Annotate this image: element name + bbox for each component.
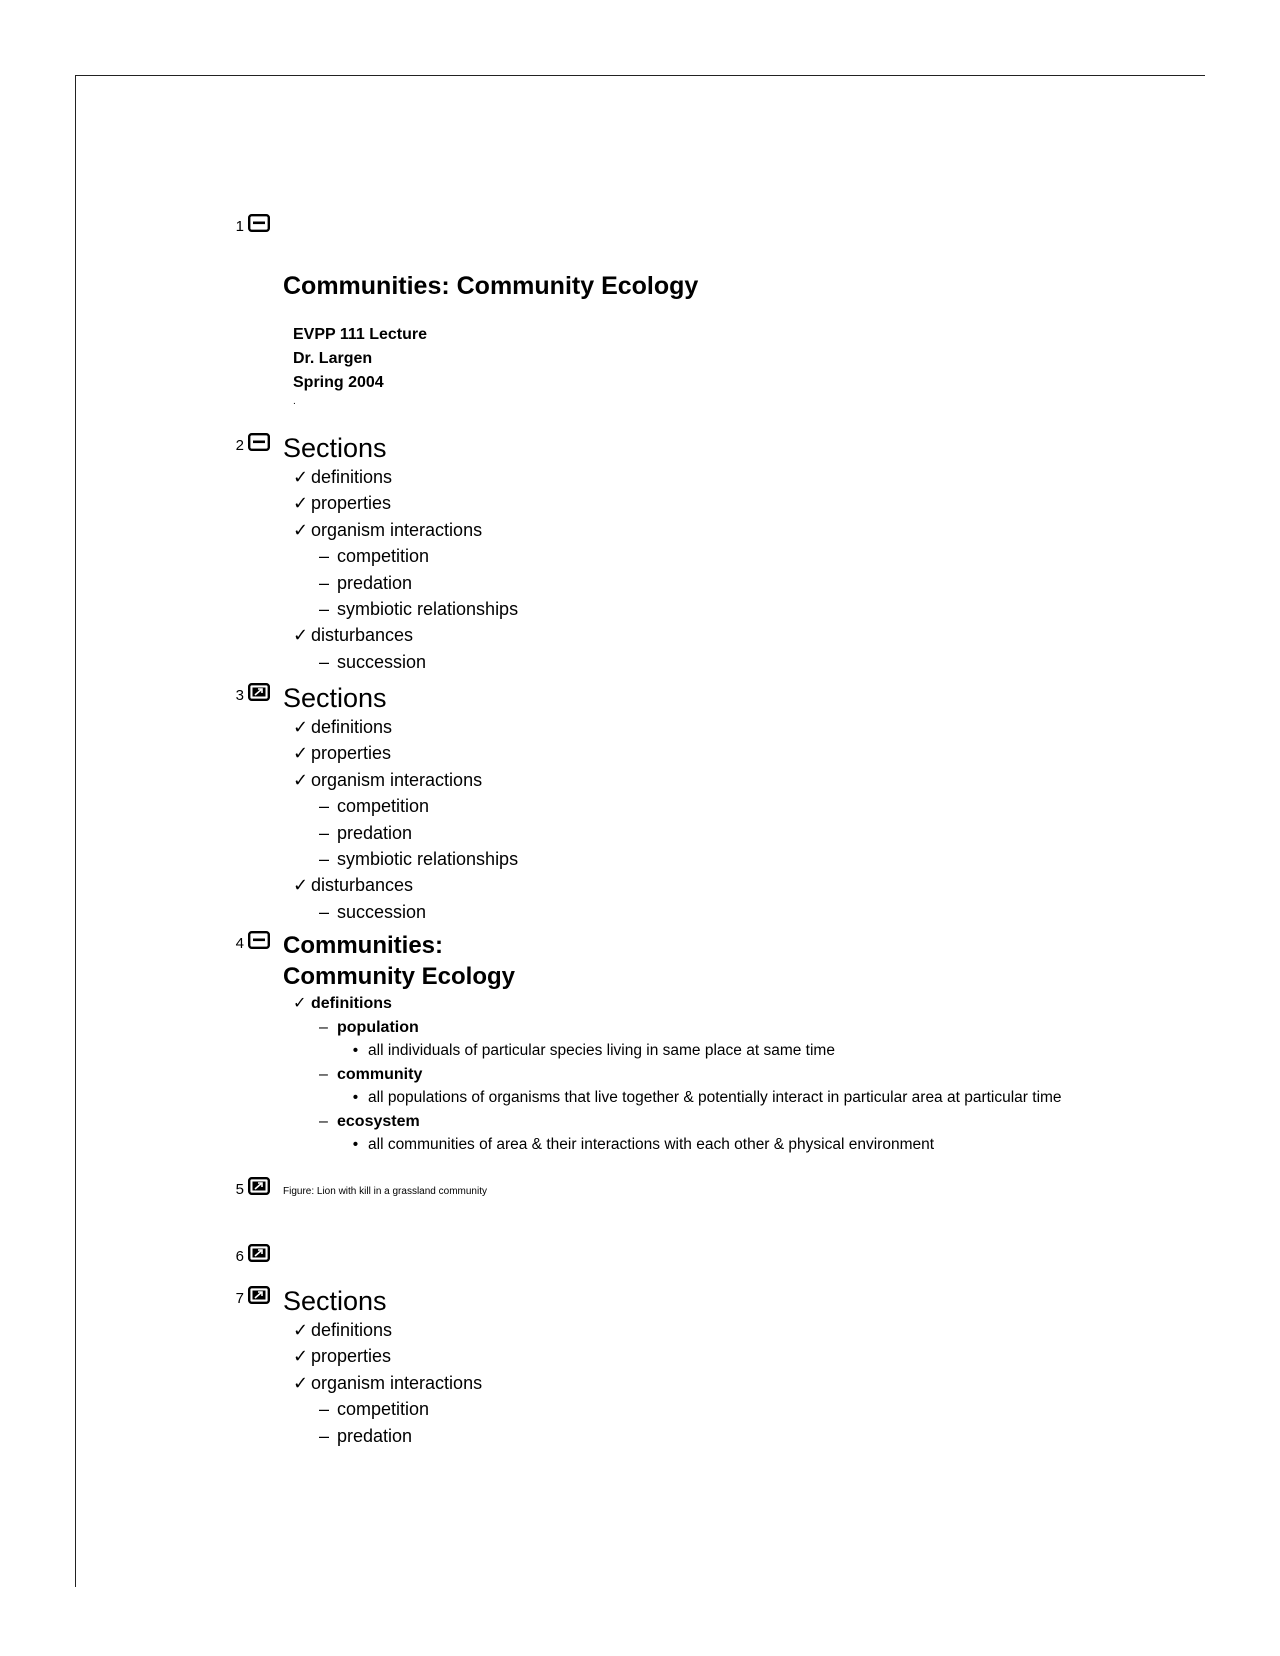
list-item: ✓ organism interactions — [293, 767, 1120, 793]
image-slide-icon[interactable] — [248, 683, 270, 701]
section-heading: Sections — [283, 1286, 387, 1316]
check-icon: ✓ — [293, 875, 309, 896]
check-icon: ✓ — [293, 743, 309, 764]
definitions-list — [283, 992, 1120, 1154]
check-icon: ✓ — [293, 519, 309, 540]
list-item: ✓ definitions — [293, 714, 1120, 740]
section-heading: Sections — [283, 433, 387, 463]
image-slide-icon[interactable] — [248, 1177, 270, 1195]
slide-number: 4 — [235, 935, 244, 952]
check-icon: ✓ — [293, 1372, 309, 1393]
section-list — [283, 1317, 1120, 1449]
list-subitem: – predation — [319, 822, 413, 843]
course-line: EVPP 111 Lecture — [293, 326, 428, 343]
slide-heading-line-1: Communities: — [283, 932, 444, 959]
image-slide-icon[interactable] — [248, 1244, 270, 1262]
section-list — [283, 714, 1120, 925]
list-subitem: – population — [319, 1019, 419, 1036]
definition-text: • all populations of organisms that live together & potentially interact in particular area at particular time — [343, 1088, 1120, 1107]
slide-heading-line-2: Community Ecology — [283, 963, 516, 990]
page-border-left — [75, 75, 76, 1587]
list-subitem: – competition — [319, 1399, 430, 1420]
check-icon: ✓ — [293, 1320, 309, 1340]
list-subitem: – competition — [319, 796, 430, 817]
bullet-icon: • — [352, 1136, 359, 1153]
check-icon: ✓ — [293, 1346, 309, 1367]
list-item: ✓ properties — [293, 490, 1120, 516]
slide-title: Communities: Community Ecology — [283, 272, 699, 300]
slide-number: 6 — [235, 1248, 244, 1265]
slide-number: 2 — [235, 437, 244, 454]
list-subitem: – succession — [319, 901, 427, 922]
text-slide-icon[interactable] — [248, 433, 270, 451]
trailing-dot: . — [293, 396, 296, 407]
list-item: ✓ organism interactions — [293, 517, 1120, 543]
list-item: ✓ definitions — [293, 1317, 1120, 1343]
section-list — [283, 464, 1120, 675]
check-icon: ✓ — [293, 769, 309, 790]
list-item: ✓ disturbances — [293, 622, 1120, 648]
list-item: ✓ properties — [293, 1343, 1120, 1369]
section-heading: Sections — [283, 683, 387, 713]
slide-number: 3 — [235, 687, 244, 704]
text-slide-icon[interactable] — [248, 214, 270, 232]
slide-number: 5 — [235, 1181, 244, 1198]
list-subitem: – competition — [319, 546, 430, 567]
image-slide-icon[interactable] — [248, 1286, 270, 1304]
list-item: ✓ definitions — [293, 992, 1120, 1016]
list-subitem: – symbiotic relationships — [319, 849, 519, 870]
check-icon: ✓ — [293, 995, 307, 1012]
bullet-icon: • — [352, 1089, 359, 1106]
definition-text: • all communities of area & their interactions with each other & physical environment — [343, 1135, 1120, 1154]
list-subitem: – ecosystem — [319, 1113, 420, 1130]
check-icon: ✓ — [293, 493, 309, 514]
text-slide-icon[interactable] — [248, 931, 270, 949]
instructor-line: Dr. Largen — [293, 350, 373, 367]
check-icon: ✓ — [293, 467, 309, 487]
list-item: ✓ definitions — [293, 464, 1120, 490]
slide-number: 7 — [235, 1290, 244, 1307]
list-subitem: – symbiotic relationships — [319, 599, 519, 620]
list-subitem: – succession — [319, 651, 427, 672]
check-icon: ✓ — [293, 717, 309, 737]
list-subitem: – community — [319, 1066, 423, 1083]
list-item: ✓ organism interactions — [293, 1370, 1120, 1396]
list-subitem: – predation — [319, 1425, 413, 1446]
term-line: Spring 2004 — [293, 374, 384, 391]
check-icon: ✓ — [293, 625, 309, 646]
page-border-top — [75, 75, 1205, 76]
figure-caption: Figure: Lion with kill in a grassland community — [283, 1186, 487, 1197]
bullet-icon: • — [352, 1042, 359, 1059]
list-item: ✓ disturbances — [293, 872, 1120, 898]
slide-number: 1 — [235, 218, 244, 235]
list-item: ✓ properties — [293, 740, 1120, 766]
list-subitem: – predation — [319, 572, 413, 593]
definition-text: • all individuals of particular species living in same place at same time — [343, 1041, 1120, 1060]
